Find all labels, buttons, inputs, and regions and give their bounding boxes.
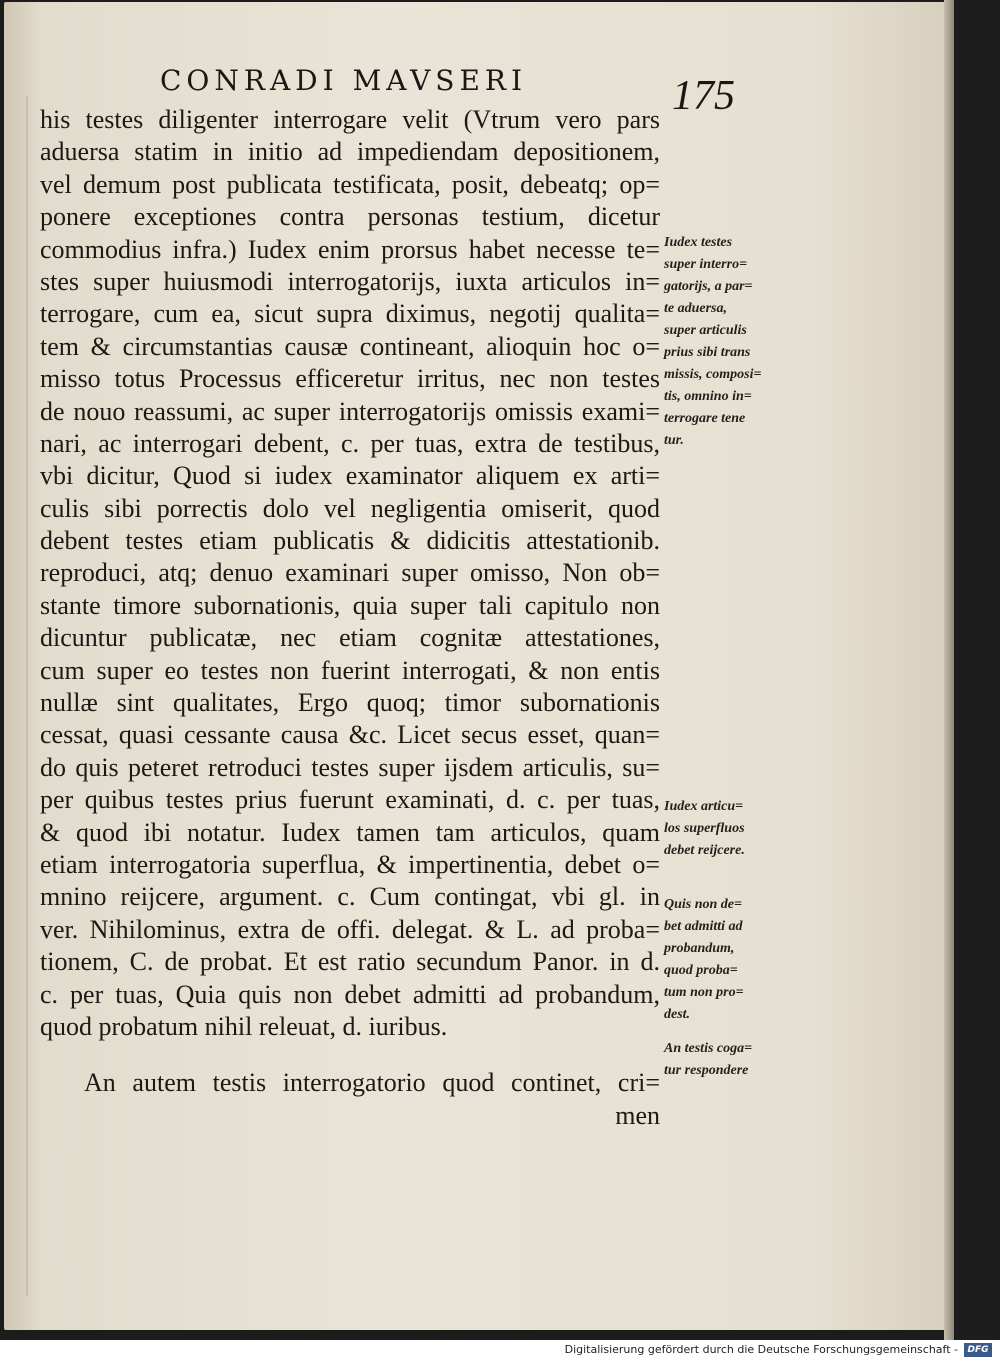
text-line: cum super eo testes non fuerint interrogati, & non entis	[40, 655, 660, 685]
text-line: nari, ac interrogari debent, c. per tuas, extra de testibus,	[40, 428, 660, 458]
marginal-note-line: dest.	[664, 1007, 691, 1022]
text-line: tem & circumstantias causæ contineant, alioquin hoc o=	[40, 331, 660, 361]
text-line: tionem, C. de probat. Et est ratio secundum Panor. in d.	[40, 947, 660, 977]
text-line: commodius infra.) Iudex enim prorsus habet necesse te=	[40, 234, 660, 264]
text-line: cessat, quasi cessante causa &c. Licet secus esset, quan=	[40, 720, 660, 750]
text-line: etiam interrogatoria superflua, & impertinentia, debet o=	[40, 849, 660, 879]
marginal-note-line: An testis coga=	[664, 1041, 753, 1056]
text-line: misso totus Processus efficeretur irritus, nec non testes	[40, 364, 660, 394]
marginal-note-2	[664, 796, 745, 862]
text-line: do quis peteret retroduci testes super ijsdem articulis, su=	[40, 752, 660, 782]
marginal-note-line: tis, omnino in=	[664, 389, 752, 404]
marginal-note-line: Iudex articu=	[664, 799, 744, 814]
text-line: ver. Nihilominus, extra de offi. delegat. & L. ad proba=	[40, 914, 660, 944]
text-line: c. per tuas, Quia quis non debet admitti ad probandum,	[40, 979, 660, 1009]
gutter-shadow	[26, 96, 28, 1296]
marginal-note-line: probandum,	[664, 941, 735, 956]
marginal-note-line: Quis non de=	[664, 897, 742, 912]
marginal-note-line: quod proba=	[664, 963, 738, 978]
text-line: culis sibi porrectis dolo vel negligentia omiserit, quod	[40, 493, 660, 523]
marginal-note-line: Iudex testes	[664, 235, 733, 250]
text-line: nullæ sint qualitates, Ergo quoq; timor subornationis	[40, 688, 660, 718]
running-head: CONRADI MAVSERI	[160, 64, 528, 97]
marginal-note-line: super interro=	[664, 257, 748, 272]
text-line: his testes diligenter interrogare velit (Vtrum vero pars	[40, 105, 660, 134]
marginal-note-line: debet reijcere.	[664, 843, 745, 858]
marginal-note-line: bet admitti ad	[664, 919, 743, 934]
page-edge-shadow	[944, 0, 954, 1340]
text-line: stes super huiusmodi interrogatorijs, iuxta articulos in=	[40, 266, 660, 296]
marginal-note-line: tur respondere	[664, 1063, 749, 1078]
text-line: debent testes etiam publicatis & didicitis attestationib.	[40, 526, 660, 556]
main-text-block	[40, 104, 680, 1132]
marginal-note-line: tum non pro=	[664, 985, 744, 1000]
paragraph-gap	[40, 1043, 680, 1067]
text-line: quod probatum nihil releuat, d. iuribus.	[40, 1011, 448, 1041]
marginal-note-line: terrogare tene	[664, 411, 746, 426]
marginal-note-1	[664, 232, 761, 452]
text-line: de nouo reassumi, ac super interrogatorijs omissis exami=	[40, 396, 660, 426]
marginal-note-line: prius sibi trans	[664, 345, 751, 360]
marginal-note-3	[664, 894, 744, 1026]
catchword-line: men	[615, 1100, 660, 1130]
funding-credit: Digitalisierung gefördert durch die Deutsche Forschungsgemeinschaft -	[564, 1343, 958, 1356]
marginal-note-line: super articulis	[664, 323, 747, 338]
text-line: reproduci, atq; denuo examinari super omisso, Non ob=	[40, 558, 660, 588]
marginal-note-line: missis, composi=	[664, 367, 762, 382]
text-line: ponere exceptiones contra personas testium, dicetur	[40, 202, 660, 232]
text-line: An autem testis interrogatorio quod continet, cri=	[84, 1068, 660, 1098]
text-line: terrogare, cum ea, sicut supra diximus, negotij qualita=	[40, 299, 660, 329]
text-line: mnino reijcere, argument. c. Cum contingat, vbi gl. in	[40, 882, 660, 912]
text-line: aduersa statim in initio ad impediendam depositionem,	[40, 137, 660, 167]
text-line: vbi dicitur, Quod si iudex examinator aliquem ex arti=	[40, 461, 660, 491]
marginal-note-line: gatorijs, a par=	[664, 279, 753, 294]
marginal-note-line: te aduersa,	[664, 301, 727, 316]
text-line: & quod ibi notatur. Iudex tamen tam articulos, quam	[40, 817, 660, 847]
text-line: per quibus testes prius fuerunt examinati, d. c. per tuas,	[40, 785, 660, 815]
text-line: stante timore subornationis, quia super tali capitulo non	[40, 590, 660, 620]
marginal-note-line: los superfluos	[664, 821, 745, 836]
page-number: 175	[672, 73, 735, 119]
text-line: vel demum post publicata testificata, posit, debeatq; op=	[40, 169, 660, 199]
text-line: dicuntur publicatæ, nec etiam cognitæ attestationes,	[40, 623, 660, 653]
marginal-note-4	[664, 1038, 752, 1082]
dfg-logo: DFG	[964, 1343, 992, 1357]
marginal-note-line: tur.	[664, 433, 684, 448]
